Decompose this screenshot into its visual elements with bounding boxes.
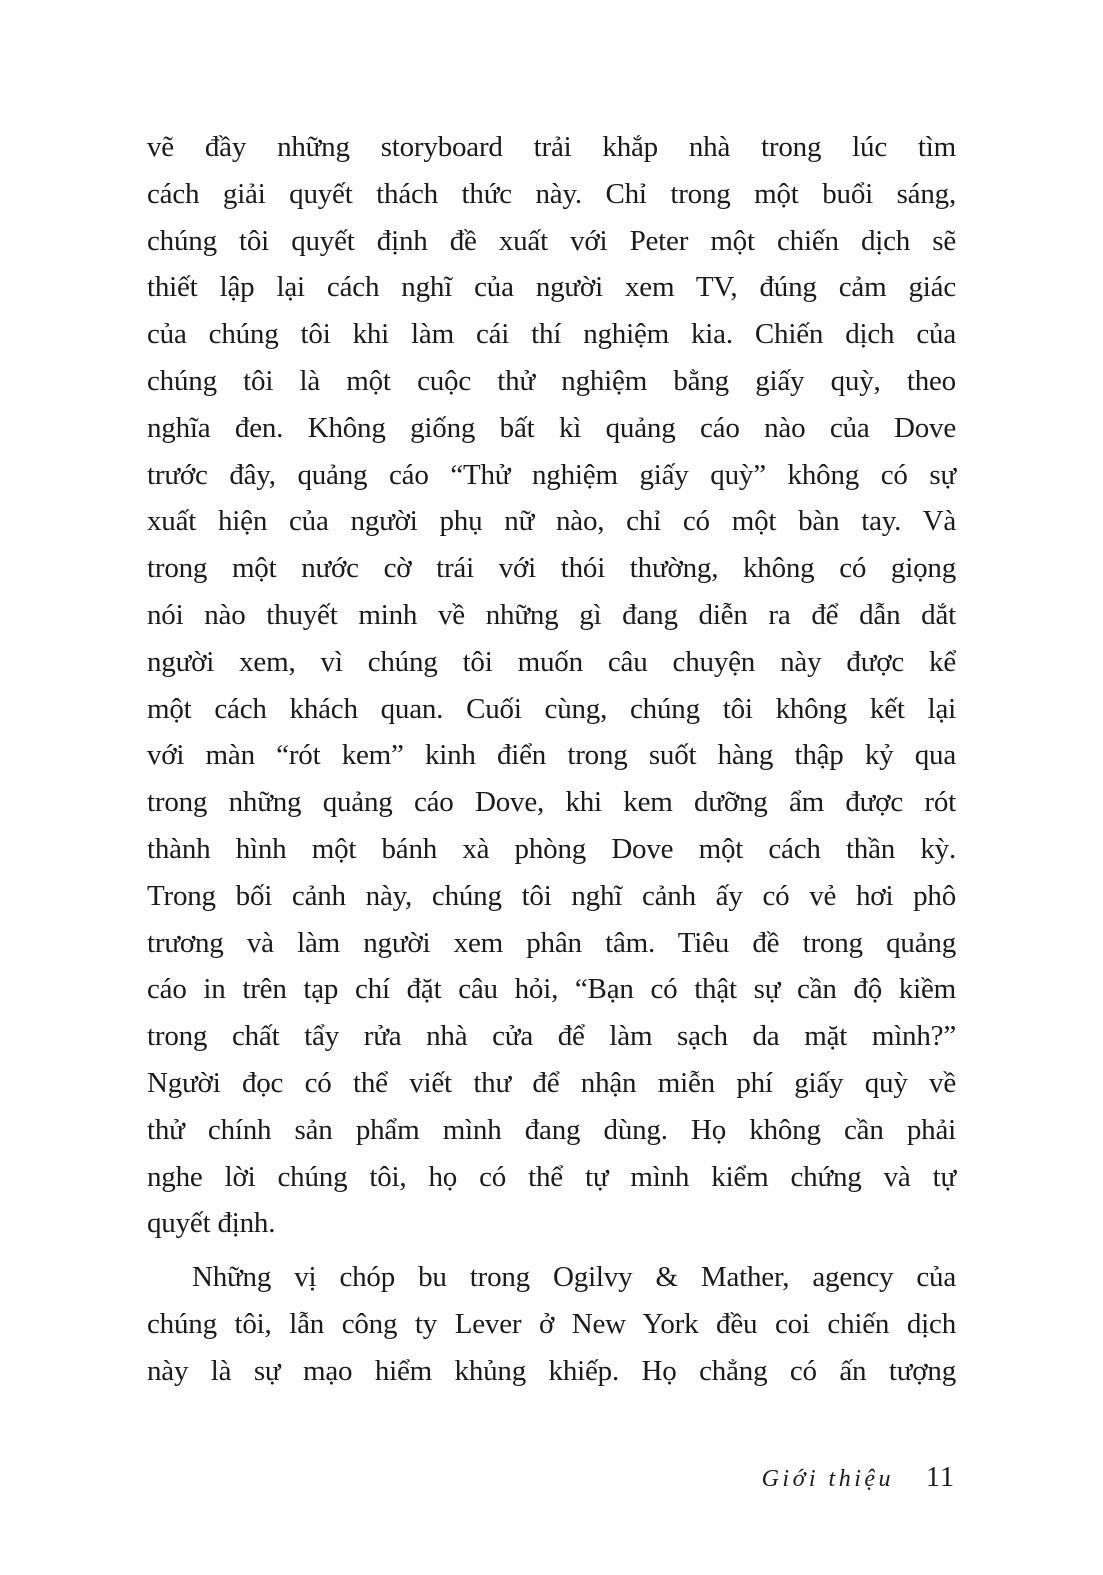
text-line: người xem, vì chúng tôi muốn câu chuyện này được kể: [147, 645, 956, 678]
text-line: cáo in trên tạp chí đặt câu hỏi, “Bạn có thật sự cần độ kiềm: [147, 973, 956, 1006]
text-line: này là sự mạo hiểm khủng khiếp. Họ chẳng có ấn tượng: [147, 1354, 956, 1387]
text-line: nghe lời chúng tôi, họ có thể tự mình kiểm chứng và tự: [147, 1160, 956, 1193]
body-text: [147, 124, 956, 1395]
text-line: xuất hiện của người phụ nữ nào, chỉ có một bàn tay. Và: [147, 505, 956, 538]
text-line: thành hình một bánh xà phòng Dove một cách thần kỳ.: [147, 832, 956, 865]
text-line: cách giải quyết thách thức này. Chỉ trong một buổi sáng,: [147, 177, 956, 210]
paragraph: [147, 1254, 956, 1394]
text-line: chúng tôi, lẫn công ty Lever ở New York đều coi chiến dịch: [147, 1307, 956, 1340]
text-line: Những vị chóp bu trong Ogilvy & Mather, agency của: [192, 1261, 956, 1294]
text-line: trong một nước cờ trái với thói thường, không có giọng: [147, 552, 956, 585]
page-footer: [762, 1462, 955, 1494]
text-line: Người đọc có thể viết thư để nhận miễn phí giấy quỳ về: [147, 1066, 956, 1099]
text-line: vẽ đầy những storyboard trải khắp nhà trong lúc tìm: [147, 131, 956, 163]
text-line: chúng tôi quyết định đề xuất với Peter một chiến dịch sẽ: [147, 224, 956, 257]
text-line: với màn “rót kem” kinh điển trong suốt hàng thập kỷ qua: [147, 739, 956, 772]
text-line: thử chính sản phẩm mình đang dùng. Họ không cần phải: [147, 1113, 956, 1146]
text-line: trương và làm người xem phân tâm. Tiêu đề trong quảng: [147, 926, 956, 959]
text-line: Trong bối cảnh này, chúng tôi nghĩ cảnh ấy có vẻ hơi phô: [147, 879, 956, 912]
text-line: nghĩa đen. Không giống bất kì quảng cáo nào của Dove: [147, 411, 956, 444]
text-line: thiết lập lại cách nghĩ của người xem TV, đúng cảm giác: [147, 271, 956, 304]
text-line: của chúng tôi khi làm cái thí nghiệm kia. Chiến dịch của: [147, 318, 956, 351]
text-line: trong những quảng cáo Dove, khi kem dưỡng ẩm được rót: [147, 786, 956, 819]
paragraph: [147, 124, 956, 1247]
text-line: chúng tôi là một cuộc thử nghiệm bằng giấy quỳ, theo: [147, 364, 956, 397]
running-section-title: Giới thiệu: [761, 1466, 895, 1492]
text-line: quyết định.: [147, 1207, 276, 1240]
page-number: 11: [926, 1462, 955, 1493]
text-line: trong chất tẩy rửa nhà cửa để làm sạch da mặt mình?”: [147, 1020, 956, 1053]
text-line: một cách khách quan. Cuối cùng, chúng tôi không kết lại: [147, 692, 956, 725]
text-line: trước đây, quảng cáo “Thử nghiệm giấy quỳ” không có sự: [147, 458, 956, 491]
text-line: nói nào thuyết minh về những gì đang diễn ra để dẫn dắt: [147, 598, 956, 631]
